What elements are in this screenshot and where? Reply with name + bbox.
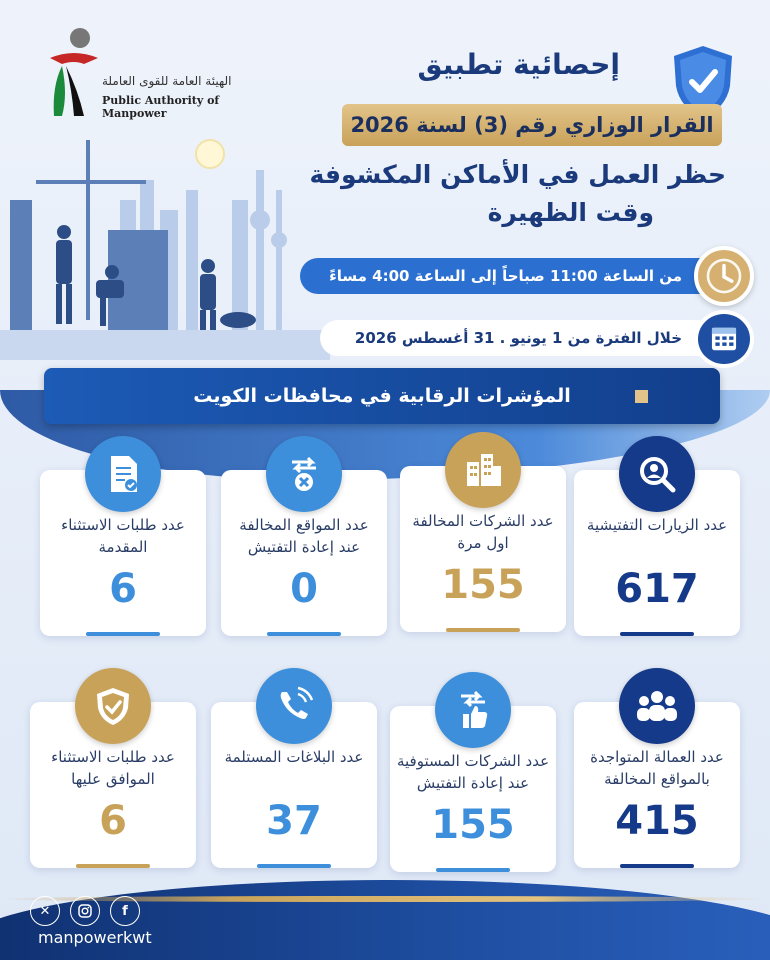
banner-title: المؤشرات الرقابية في محافظات الكويت xyxy=(193,385,571,407)
violation-cycle-icon xyxy=(266,436,342,512)
card-value: 155 xyxy=(441,562,525,608)
instagram-icon[interactable] xyxy=(70,896,100,926)
card-value: 6 xyxy=(109,566,137,612)
social-links xyxy=(30,896,140,926)
card-underline xyxy=(446,628,520,632)
page-title: إحصائية تطبيق xyxy=(417,48,620,81)
phone-icon xyxy=(256,668,332,744)
search-user-icon xyxy=(619,436,695,512)
card-underline xyxy=(436,868,510,872)
card-underline xyxy=(267,632,341,636)
logo-name-english: Public Authority of Manpower xyxy=(102,94,220,120)
clock-icon xyxy=(694,246,754,306)
stat-card-inspection-visits xyxy=(574,470,740,636)
logo-mark-icon xyxy=(44,24,104,120)
card-label: عدد العمالة المتواجدة بالمواقع المخالفة xyxy=(590,748,724,788)
card-value: 415 xyxy=(615,798,699,844)
stat-card-received-reports xyxy=(211,702,377,868)
card-label: عدد الزيارات التفتيشية xyxy=(586,516,728,534)
buildings-icon xyxy=(445,432,521,508)
card-underline xyxy=(257,864,331,868)
stat-card-workers-at-violating-sites xyxy=(574,702,740,868)
card-underline xyxy=(86,632,160,636)
card-underline xyxy=(620,632,694,636)
social-handle[interactable]: manpowerkwt xyxy=(38,928,152,947)
ban-heading-line2: وقت الظهيرة xyxy=(487,198,654,227)
card-label: عدد طلبات الاستثناء المقدمة xyxy=(61,516,185,556)
shield-check-icon xyxy=(75,668,151,744)
card-label: عدد طلبات الاستثناء الموافق عليها xyxy=(51,748,175,788)
stat-card-violating-sites-reinspection xyxy=(221,470,387,636)
logo-name-arabic: الهيئة العامة للقوى العاملة xyxy=(102,74,232,88)
stat-card-exception-requests xyxy=(40,470,206,636)
stat-card-approved-exception-requests xyxy=(30,702,196,868)
card-value: 37 xyxy=(266,798,322,844)
card-value: 6 xyxy=(99,798,127,844)
card-value: 617 xyxy=(615,566,699,612)
period-pill xyxy=(320,320,700,356)
indicators-banner xyxy=(44,368,720,424)
calendar-icon xyxy=(694,310,754,368)
card-underline xyxy=(76,864,150,868)
card-value: 155 xyxy=(431,802,515,848)
ban-heading-line1: حظر العمل في الأماكن المكشوفة xyxy=(309,160,726,189)
card-label: عدد الشركات المخالفة اول مرة xyxy=(412,512,554,552)
stat-card-compliant-companies-reinspection xyxy=(390,706,556,872)
facebook-icon[interactable]: f xyxy=(110,896,140,926)
card-underline xyxy=(620,864,694,868)
time-range-text: من الساعة 11:00 صباحاً إلى الساعة 4:00 مساءً xyxy=(329,267,682,285)
time-range-pill xyxy=(300,258,700,294)
card-value: 0 xyxy=(290,566,318,612)
banner-bullet xyxy=(635,390,648,403)
card-label: عدد الشركات المستوفية عند إعادة التفتيش xyxy=(396,752,550,792)
document-icon xyxy=(85,436,161,512)
authority-logo xyxy=(44,24,274,120)
period-text: خلال الفترة من 1 يونيو . 31 أغسطس 2026 xyxy=(354,329,682,347)
stat-card-violating-companies-first xyxy=(400,466,566,632)
construction-skyline-illustration xyxy=(0,130,330,360)
decree-label: القرار الوزاري رقم (3) لسنة 2026 xyxy=(342,104,722,146)
card-label: عدد المواقع المخالفة عند إعادة التفتيش xyxy=(239,516,369,556)
card-label: عدد البلاغات المستلمة xyxy=(224,748,364,766)
people-icon xyxy=(619,668,695,744)
thumbs-up-icon xyxy=(435,672,511,748)
x-icon[interactable]: ✕ xyxy=(30,896,60,926)
